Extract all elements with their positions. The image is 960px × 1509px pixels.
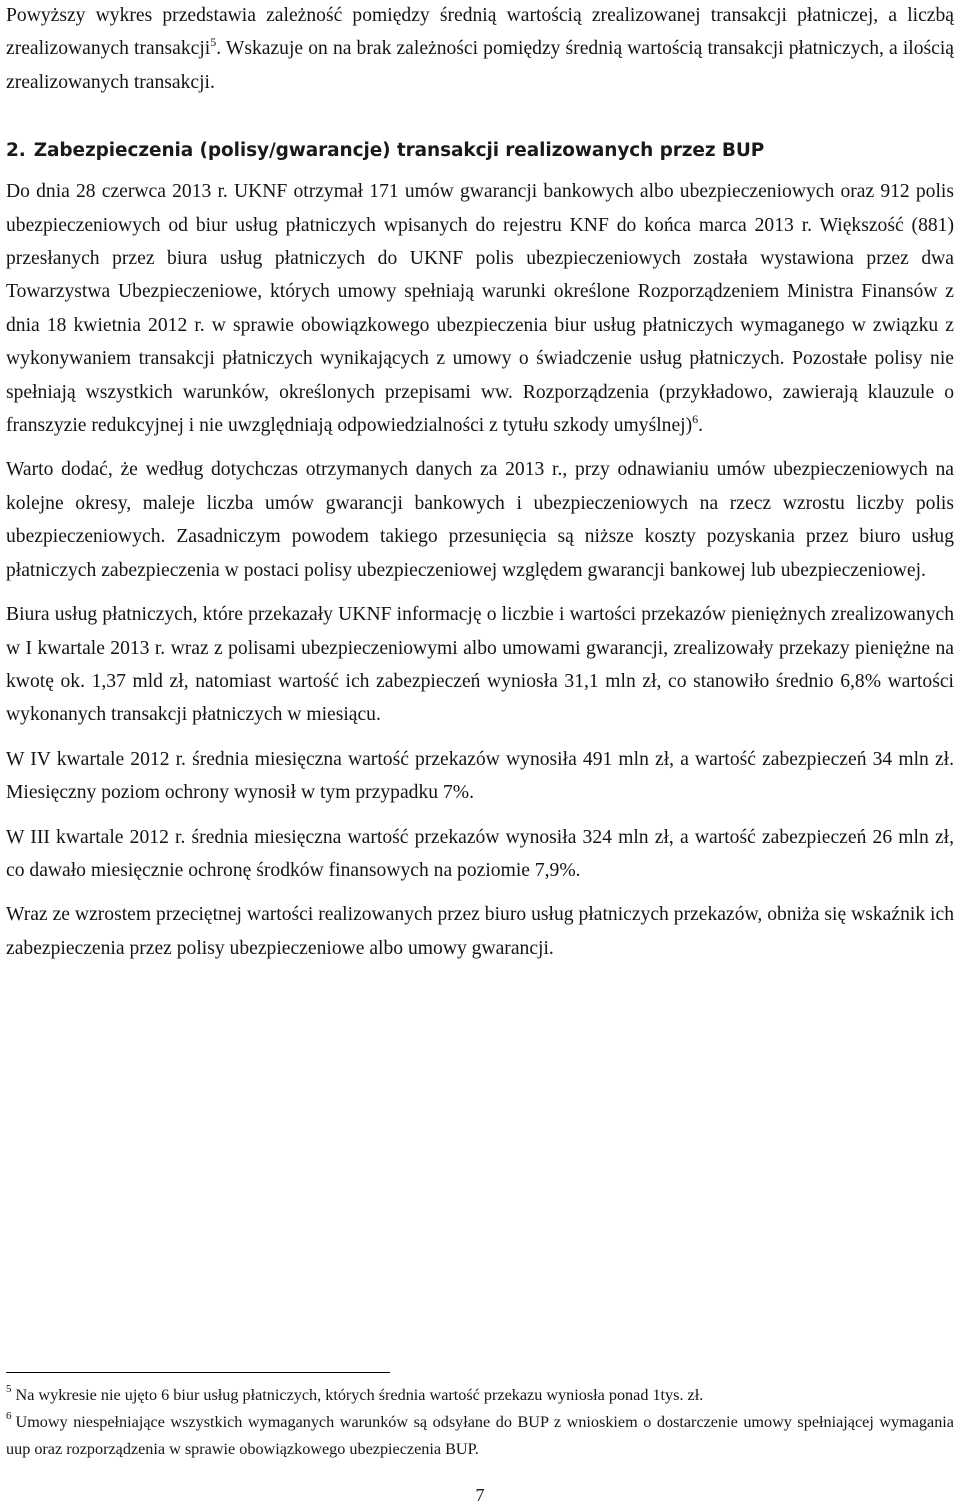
section-heading [6, 137, 954, 165]
footnote-text: Na wykresie nie ujęto 6 biur usług płatniczych, których średnia wartość przekazu wyniosła ponad 1tys. zł. [15, 1386, 704, 1404]
footnote-mark: 6 [6, 1409, 12, 1422]
intro-paragraph [6, 0, 954, 99]
footnote-mark: 5 [6, 1382, 12, 1395]
section-number: 2. [6, 140, 26, 162]
page-number: 7 [475, 1485, 485, 1505]
paragraph-guarantees [6, 175, 954, 442]
section-title: Zabezpieczenia (polisy/gwarancje) transakcji realizowanych przez BUP [33, 140, 765, 162]
footnotes [6, 1382, 954, 1463]
paragraph-guarantees-text: Do dnia 28 czerwca 2013 r. UKNF otrzymał 171 umów gwarancji bankowych albo ubezpieczeniowych oraz 912 polis ubezpieczeniowych od biur usług płatniczych wpisanych do rejestru KNF do końca marca 2013 r. Większość (881) przesłanych przez biura usług płatniczych do UKNF polis ubezpieczeniowych została wystawiona przez dwa Towarzystwa Ubezpieczeniowe, których umowy spełniają warunki określone Rozporządzeniem Ministra Finansów z dnia 18 kwietnia 2012 r. w sprawie obowiązkowego ubezpieczenia biur usług płatniczych wymaganego w związku z wykonywaniem transakcji płatniczych wynikających z umowy o świadczenie usług płatniczych. Pozostałe polisy nie spełniają wszystkich warunków, określonych przepisami ww. Rozporządzenia (przykładowo, zawierają klauzule o franszyzie redukcyjnej i nie uwzględniają odpowiedzialności z tytułu szkody umyślnej) [6, 181, 954, 437]
intro-text-a: Powyższy wykres przedstawia zależność pomiędzy średnią wartością zrealizowanej transakcji płatniczej, a liczbą zrealizowanych transakcji [6, 5, 954, 60]
paragraph-guarantees-end: . [698, 415, 704, 437]
paragraph-renewal-trend: Warto dodać, że według dotychczas otrzymanych danych za 2013 r., przy odnawianiu umów ubezpieczeniowych na kolejne okresy, maleje liczba umów gwarancji bankowych i ubezpieczeniowych na rzecz wzrostu liczby polis ubezpieczeniowych. Zasadniczym powodem takiego przesunięcia są niższe koszty pozyskania przez biuro usług płatniczych zabezpieczenia w postaci polisy ubezpieczeniowej względem gwarancji bankowej lub ubezpieczeniowej. [6, 459, 954, 581]
footnote-ref-6[interactable]: 6 [692, 411, 699, 426]
footnote-ref-5[interactable]: 5 [210, 34, 217, 49]
footnote-6 [6, 1409, 954, 1463]
paragraph-q1-2013: Biura usług płatniczych, które przekazały UKNF informację o liczbie i wartości przekazów pieniężnych zrealizowanych w I kwartale 2013 r. wraz z polisami ubezpieczeniowymi albo umowami gwarancji, zrealizowały przekazy pieniężne na kwotę ok. 1,37 mld zł, natomiast wartość ich zabezpieczeń wyniosła 31,1 mln zł, co stanowiło średnio 6,8% wartości wykonanych transakcji płatniczych w miesiącu. [6, 604, 954, 726]
intro-text-b: . Wskazuje on na brak zależności pomiędzy średnią wartością transakcji płatniczych, a ilością zrealizowanych transakcji. [6, 38, 954, 93]
paragraph-q3-2012: W III kwartale 2012 r. średnia miesięczna wartość przekazów wynosiła 324 mln zł, a wartość zabezpieczeń 26 mln zł, co dawało miesięcznie ochronę środków finansowych na poziomie 7,9%. [6, 826, 954, 881]
paragraph-conclusion: Wraz ze wzrostem przeciętnej wartości realizowanych przez biuro usług płatniczych przekazów, obniża się wskaźnik ich zabezpieczenia przez polisy ubezpieczeniowe albo umowy gwarancji. [6, 904, 954, 959]
footnote-text: Umowy niespełniające wszystkich wymaganych warunków są odsyłane do BUP z wnioskiem o dostarczenie umowy spełniającej wymagania uup oraz rozporządzenia w sprawie obowiązkowego ubezpieczenia BUP. [6, 1413, 954, 1458]
footnote-divider [6, 1372, 390, 1373]
paragraph-q4-2012: W IV kwartale 2012 r. średnia miesięczna wartość przekazów wynosiła 491 mln zł, a wartość zabezpieczeń 34 mln zł. Miesięczny poziom ochrony wynosił w tym przypadku 7%. [6, 748, 954, 804]
footnote-5 [6, 1382, 954, 1409]
